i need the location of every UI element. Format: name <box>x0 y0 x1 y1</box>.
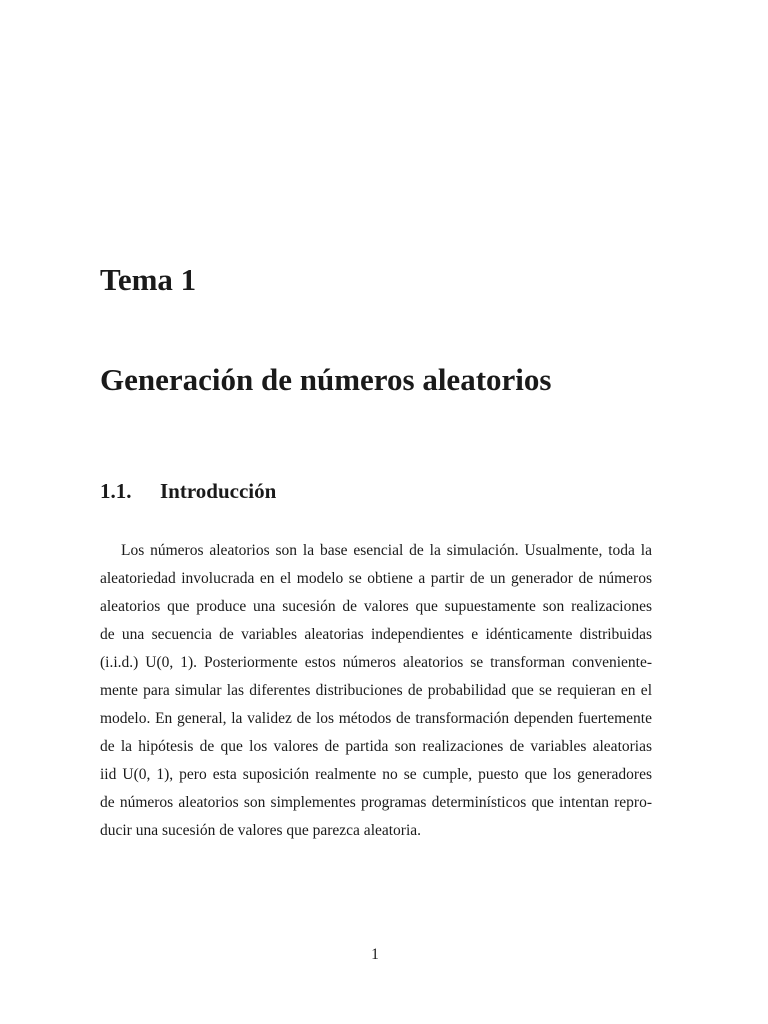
paragraph-line: Los números aleatorios son la base esencial de la simulación. Usualmente, toda la <box>121 542 652 559</box>
paragraph-line: de una secuencia de variables aleatorias independientes e idénticamente distribuidas <box>100 626 652 643</box>
paragraph-line: modelo. En general, la validez de los métodos de transformación dependen fuertemente <box>100 710 652 727</box>
paragraph-line: aleatoriedad involucrada en el modelo se obtiene a partir de un generador de números <box>100 570 652 587</box>
intro-paragraph <box>100 537 652 845</box>
paragraph-line: ducir una sucesión de valores que parezca aleatoria. <box>100 822 422 839</box>
page-number: 1 <box>371 946 379 963</box>
paragraph-line: de números aleatorios son simplementes programas determinísticos que intentan repro- <box>100 794 652 811</box>
paragraph-line: iid U(0, 1), pero esta suposición realmente no se cumple, puesto que los generadores <box>100 766 652 783</box>
section-title: Introducción <box>160 479 277 503</box>
paragraph-line: de la hipótesis de que los valores de partida son realizaciones de variables aleatorias <box>100 738 652 755</box>
section-heading <box>100 477 276 505</box>
paragraph-line: aleatorios que produce una sucesión de valores que supuestamente son realizaciones <box>100 598 652 615</box>
chapter-label: Tema 1 <box>100 262 197 297</box>
paragraph-line: (i.i.d.) U(0, 1). Posteriormente estos números aleatorios se transforman conveniente- <box>100 654 652 671</box>
chapter-title: Generación de números aleatorios <box>100 362 552 397</box>
paragraph-line: mente para simular las diferentes distribuciones de probabilidad que se requieran en el <box>100 682 652 699</box>
section-number: 1.1. <box>100 479 132 503</box>
